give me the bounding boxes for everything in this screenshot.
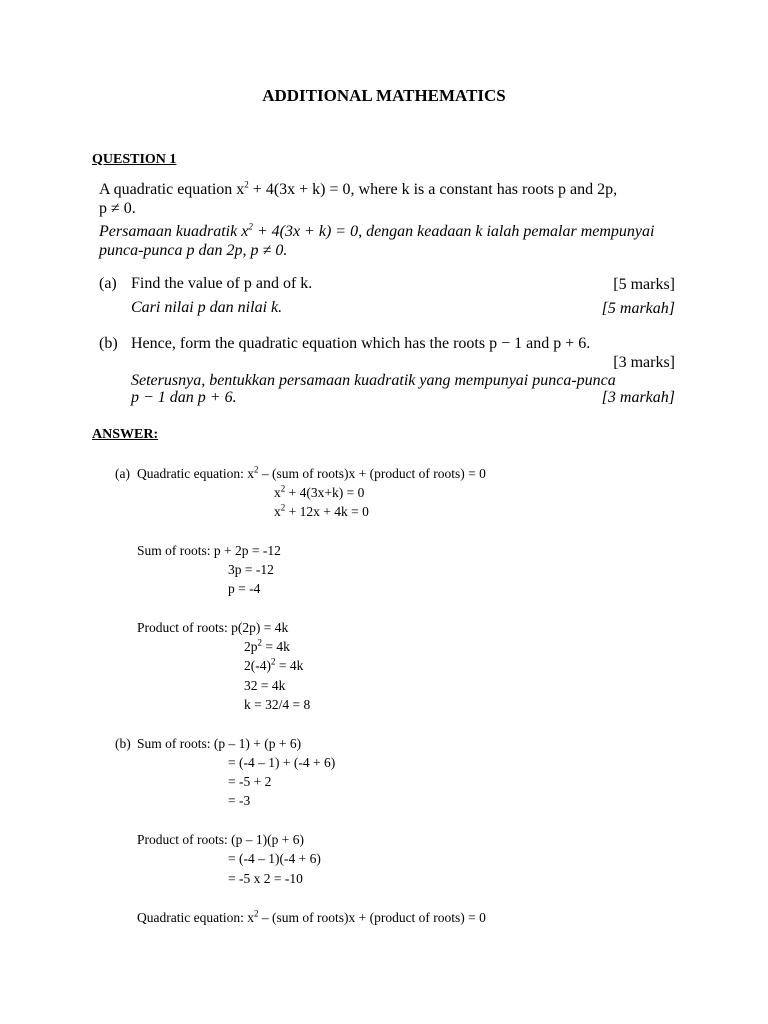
question-en-line2: p ≠ 0.: [99, 200, 136, 217]
part-a-text: Find the value of p and of k.: [131, 275, 313, 292]
answer-a-product-line4: 32 = 4k: [244, 678, 286, 693]
answer-label: ANSWER:: [92, 427, 159, 442]
answer-a-sum-line2: 3p = -12: [228, 562, 274, 577]
part-b-text: Hence, form the quadratic equation which has the roots p − 1 and p + 6.: [131, 335, 591, 352]
answer-b-sum-line4: = -3: [228, 793, 251, 808]
part-b-marks-ms: [3 markah]: [601, 389, 675, 406]
answer-a-equation-line2: $x^2 + 4(3x+k) = 0$: [274, 483, 365, 500]
answer-a-label: (a): [115, 466, 130, 481]
answer-b-product-line1: Product of roots: (p – 1)(p + 6): [137, 832, 304, 847]
answer-b-label: (b): [115, 736, 131, 751]
answer-b-sum-line1: Sum of roots: (p – 1) + (p + 6): [137, 736, 302, 751]
part-b-text-ms-1: Seterusnya, bentukkan persamaan kuadratik yang mempunyai punca-punca: [131, 372, 616, 389]
part-b-text-ms-2: p − 1 dan p + 6.: [131, 389, 237, 406]
answer-a-quadratic-equation: Quadratic equation: $x^2 - (sum$ of roots)x + (product of roots) = 0: [137, 464, 486, 481]
answer-a-product-line3: $2(-4)^2 = 4k$: [244, 656, 304, 673]
answer-a-sum-line1: Sum of roots: p + 2p = -12: [137, 543, 281, 558]
answer-b-quadratic-equation: Quadratic equation: $x^2 - (sum$ of roots)x + (product of roots) = 0: [137, 908, 486, 925]
question-ms-line1: Persamaan kuadratik $x^2 + 4(3x + k) = 0$, dengan keadaan k ialah pemalar mempunyai: [99, 221, 655, 240]
answer-a-equation-line3: $x^2 + 12x + 4k = 0$: [274, 502, 369, 519]
part-b-marks: [3 marks]: [613, 354, 675, 371]
part-a-marks: [5 marks]: [613, 276, 675, 293]
answer-b-product-line3: = -5 x 2 = -10: [228, 871, 303, 886]
part-a-label: (a): [99, 275, 117, 292]
answer-a-product-line1: Product of roots: p(2p) = 4k: [137, 620, 289, 635]
answer-b-sum-line2: = (-4 – 1) + (-4 + 6): [228, 755, 336, 770]
question-en-line1: A quadratic equation $x^2 + 4(3x + k) = 0$, where k is a constant has roots p and 2p,: [99, 179, 618, 198]
part-a-marks-ms: [5 markah]: [601, 300, 675, 317]
answer-b-sum-line3: = -5 + 2: [228, 774, 272, 789]
answer-a-product-line2: $2p^2 = 4k$: [244, 637, 290, 654]
part-b-label: (b): [99, 335, 118, 352]
page-title: ADDITIONAL MATHEMATICS: [262, 86, 506, 105]
answer-a-sum-line3: p = -4: [228, 581, 261, 596]
question-label: QUESTION 1: [92, 152, 177, 167]
answer-b-product-line2: = (-4 – 1)(-4 + 6): [228, 851, 321, 866]
answer-a-product-line5: k = 32/4 = 8: [244, 697, 311, 712]
part-a-text-ms: Cari nilai p dan nilai k.: [131, 299, 283, 316]
question-ms-line2: punca-punca p dan 2p, p ≠ 0.: [99, 242, 288, 259]
